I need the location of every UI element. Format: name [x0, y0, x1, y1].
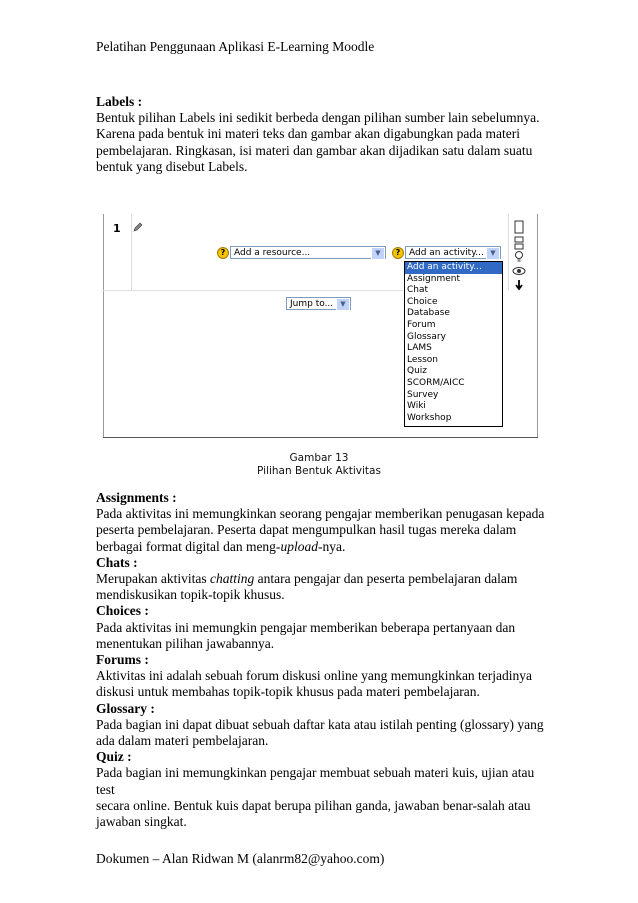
dropdown-item[interactable]: Assignment — [407, 273, 460, 284]
dropdown-item[interactable]: Add an activity... — [405, 262, 502, 274]
add-resource-value: Add a resource... — [234, 248, 311, 258]
dropdown-item[interactable]: Lesson — [407, 354, 438, 365]
edit-summary-icon[interactable] — [133, 222, 143, 232]
labels-line: Bentuk pilihan Labels ini sedikit berbeda dengan pilihan sumber lain sebelumnya. — [96, 110, 540, 126]
labels-heading: Labels : — [96, 94, 143, 109]
eye-icon[interactable] — [512, 264, 526, 278]
labels-line: Karena pada bentuk ini materi teks dan gambar akan digabungkan pada materi — [96, 126, 520, 142]
help-icon[interactable]: ? — [217, 247, 229, 259]
quiz-line: Pada bagian ini memungkinkan pengajar membuat sebuah materi kuis, ujian atau test — [96, 765, 535, 797]
activities-description — [96, 490, 552, 830]
jump-to-value: Jump to... — [290, 299, 334, 309]
figure-caption-number: Gambar 13 — [289, 452, 349, 464]
quiz-line: secara online. Bentuk kuis dapat berupa pilihan ganda, jawaban benar-salah atau — [96, 797, 531, 813]
dropdown-item[interactable]: Database — [407, 308, 450, 319]
add-resource-select[interactable] — [230, 246, 386, 259]
dropdown-item[interactable]: Forum — [407, 319, 436, 330]
moodle-screenshot — [103, 214, 538, 438]
section-number: 1 — [113, 222, 121, 235]
dropdown-item[interactable]: Chat — [407, 285, 429, 296]
chats-line: Merupakan aktivitas chatting antara pengajar dan peserta pembelajaran dalam — [96, 571, 518, 587]
forums-line: diskusi untuk membahas topik-topik khusus pada materi pembelajaran. — [96, 684, 480, 700]
activity-dropdown-list[interactable] — [404, 261, 503, 427]
glossary-line: ada dalam materi pembelajaran. — [96, 733, 269, 749]
lightbulb-icon[interactable] — [512, 250, 526, 264]
labels-line: pembelajaran. Ringkasan, isi materi dan gambar akan dijadikan satu dalam suatu — [96, 142, 533, 158]
glossary-line: Pada bagian ini dapat dibuat sebuah daftar kata atau istilah penting (glossary) yang — [96, 716, 544, 732]
chevron-down-icon: ▼ — [486, 247, 500, 260]
add-activity-select[interactable] — [405, 246, 501, 259]
labels-line: bentuk yang disebut Labels. — [96, 158, 248, 174]
dropdown-item[interactable]: Glossary — [407, 331, 446, 342]
forums-heading: Forums : — [96, 652, 149, 668]
dropdown-item[interactable]: SCORM/AICC — [407, 377, 465, 388]
add-activity-value: Add an activity... — [409, 248, 484, 258]
figure-caption-title: Pilihan Bentuk Aktivitas — [257, 465, 381, 477]
chatting-emphasis: chatting — [209, 571, 255, 587]
quiz-line: jawaban singkat. — [96, 814, 187, 830]
quiz-heading: Quiz : — [96, 749, 132, 765]
choices-heading: Choices : — [96, 603, 149, 619]
dropdown-item[interactable]: Workshop — [407, 412, 452, 423]
upload-emphasis: upload — [280, 538, 318, 554]
jump-to-select[interactable] — [286, 297, 351, 310]
dropdown-item[interactable]: Choice — [407, 296, 438, 307]
assignments-line: berbagai format digital dan meng-upload-nya. — [96, 538, 346, 554]
labels-section — [96, 94, 552, 175]
chats-heading: Chats : — [96, 554, 138, 570]
assignments-heading: Assignments : — [96, 490, 177, 505]
forums-line: Aktivitas ini adalah sebuah forum diskusi online yang memungkinkan terjadinya — [96, 668, 533, 684]
chats-line: mendiskusikan topik-topik khusus. — [96, 587, 285, 603]
assignments-line: peserta pembelajaran. Peserta dapat mengumpulkan hasil tugas mereka dalam — [96, 522, 517, 538]
show-all-box-icon[interactable] — [512, 236, 526, 250]
move-down-arrow-icon[interactable] — [512, 278, 526, 292]
assignments-line: Pada aktivitas ini memungkinkan seorang pengajar memberikan penugasan kepada — [96, 506, 545, 522]
dropdown-item[interactable]: Wiki — [407, 401, 426, 412]
highlight-box-icon[interactable] — [512, 220, 526, 234]
dropdown-item[interactable]: LAMS — [407, 343, 432, 354]
dropdown-item[interactable]: Survey — [407, 389, 439, 400]
dropdown-item[interactable]: Quiz — [407, 366, 428, 377]
help-icon[interactable]: ? — [392, 247, 404, 259]
glossary-heading: Glossary : — [96, 700, 155, 716]
chevron-down-icon: ▼ — [371, 247, 385, 260]
chevron-down-icon: ▼ — [336, 298, 350, 311]
page-header: Pelatihan Penggunaan Aplikasi E-Learning Moodle — [96, 39, 375, 54]
page-footer: Dokumen – Alan Ridwan M (alanrm82@yahoo.com) — [96, 851, 385, 866]
choices-line: menentukan pilihan jawabannya. — [96, 635, 275, 651]
choices-line: Pada aktivitas ini memungkin pengajar memberikan beberapa pertanyaan dan — [96, 619, 516, 635]
